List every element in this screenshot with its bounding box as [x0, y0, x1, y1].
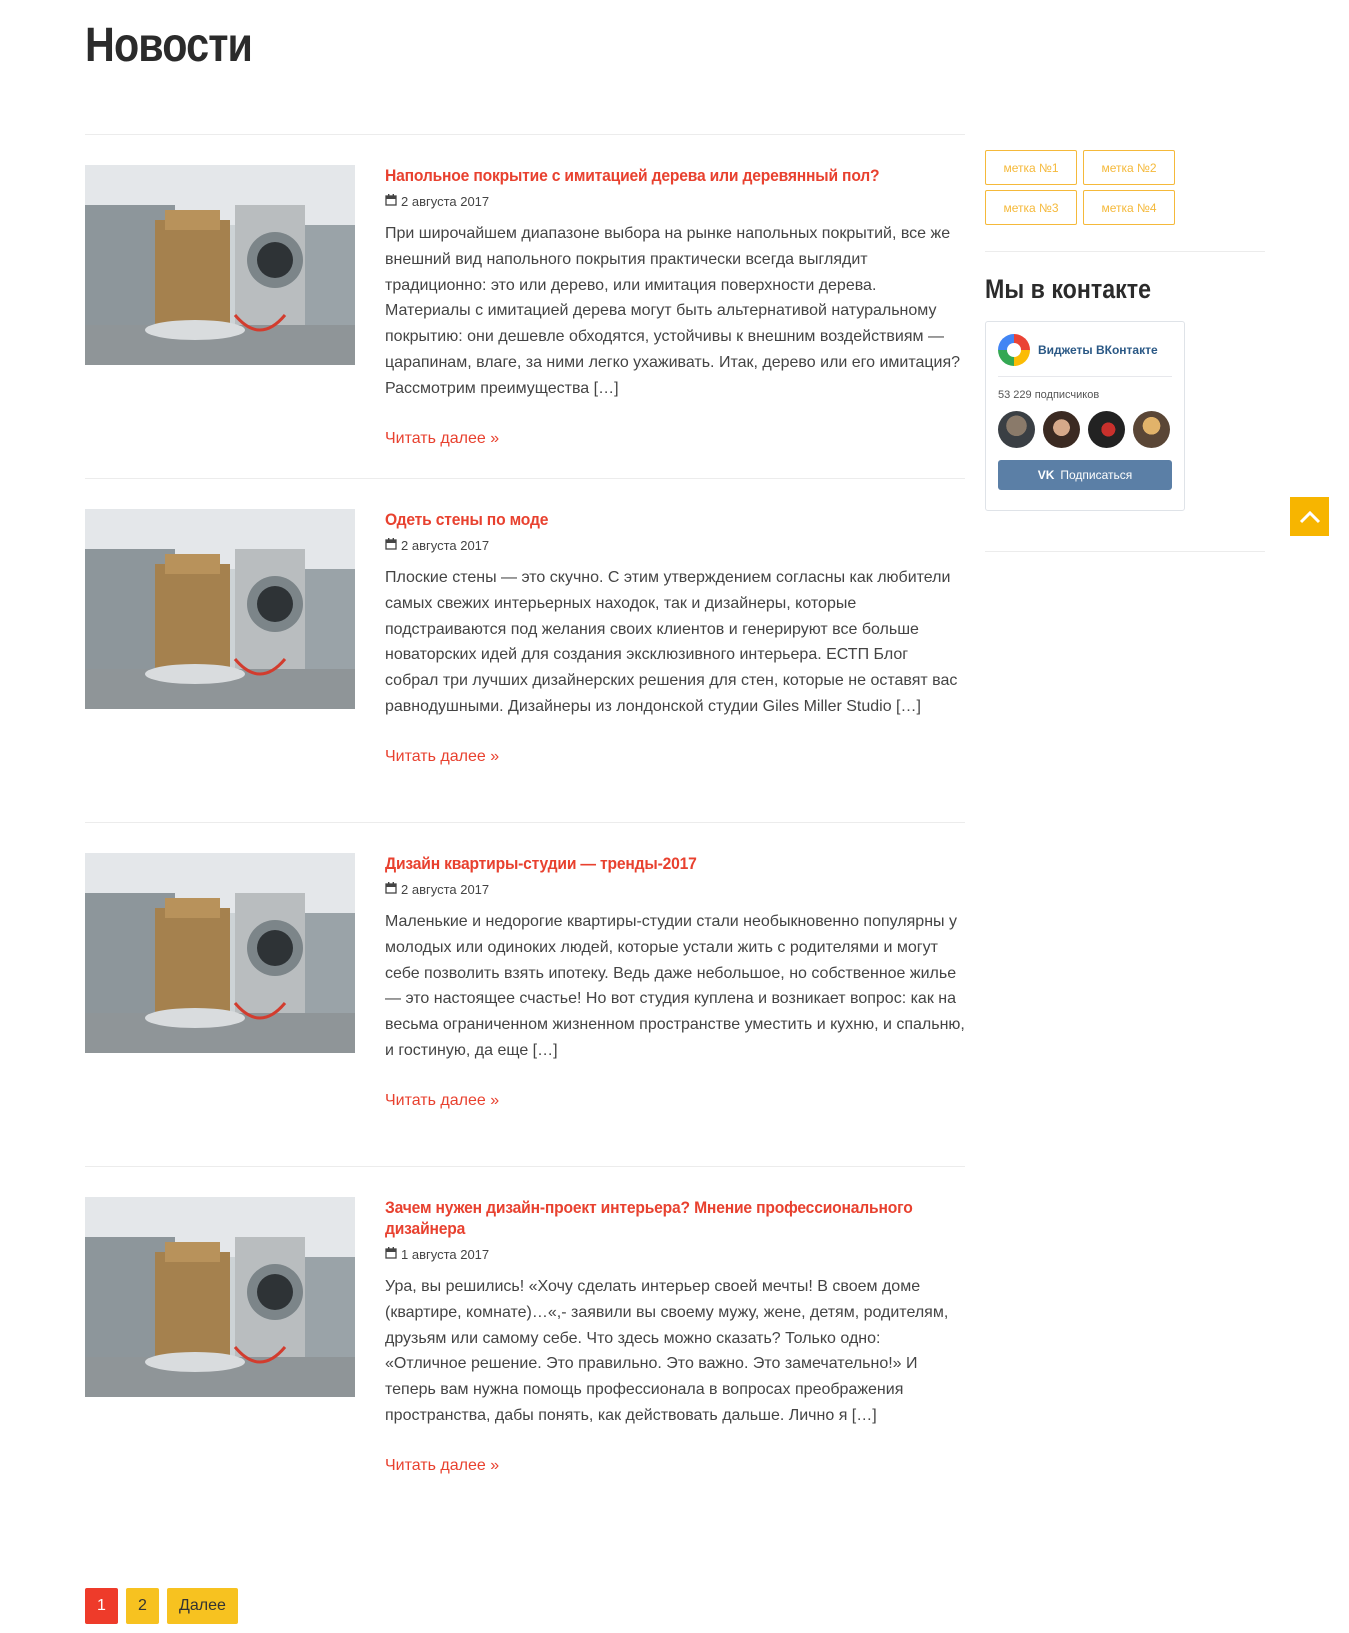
post-title-link[interactable]: Зачем нужен дизайн-проект интерьера? Мнение профессионального дизайнера [385, 1198, 913, 1238]
post-thumbnail[interactable] [85, 509, 355, 709]
read-more-link[interactable]: Читать далее » [385, 747, 500, 765]
vk-widget-header[interactable] [998, 334, 1172, 377]
post-excerpt: Маленькие и недорогие квартиры-студии стали необыкновенно популярны у молодых или одиноких людей, которые устали жить с родителями и могут себе позволить взять ипотеку. Ведь даже небольшое, но собственное жилье — это настоящее счастье! Но вот студия куплена и возникает вопрос: как на весьма ограниченном жизненном пространстве уместить и кухню, и спальню, и гостиную, да еще […] [385, 913, 965, 1059]
vk-widget [985, 321, 1185, 511]
sidebar [985, 150, 1265, 552]
post-date [385, 538, 965, 553]
tag-link[interactable]: метка №2 [1083, 150, 1175, 185]
post-date-text: 1 августа 2017 [401, 1247, 490, 1262]
lab-equipment-image [85, 509, 355, 709]
page-1-button[interactable]: 1 [85, 1588, 118, 1624]
read-more-link[interactable]: Читать далее » [385, 1456, 500, 1474]
vk-subscribe-button[interactable] [998, 460, 1172, 490]
post-body [385, 823, 965, 1110]
vk-subscribers-count: 53 229 подписчиков [998, 389, 1100, 401]
tag-link[interactable]: метка №3 [985, 190, 1077, 225]
post-title-link[interactable]: Дизайн квартиры-студии — тренды-2017 [385, 854, 697, 873]
vk-community-name[interactable]: Виджеты ВКонтакте [1038, 343, 1158, 357]
posts-list [85, 134, 965, 1530]
scroll-to-top-button[interactable] [1290, 497, 1329, 536]
post-item [85, 822, 965, 1166]
vk-logo-icon: VK [1037, 468, 1055, 482]
calendar-icon [385, 194, 397, 209]
avatar[interactable] [1088, 411, 1125, 448]
post-item [85, 134, 965, 478]
calendar-icon [385, 882, 397, 897]
page-2-button[interactable]: 2 [126, 1588, 159, 1624]
read-more-link[interactable]: Читать далее » [385, 429, 500, 447]
avatar[interactable] [998, 411, 1035, 448]
sidebar-divider [985, 251, 1265, 252]
post-title-link[interactable]: Одеть стены по моде [385, 510, 549, 529]
calendar-icon [385, 1247, 397, 1262]
lab-equipment-image [85, 165, 355, 365]
post-date-text: 2 августа 2017 [401, 882, 490, 897]
chevron-up-icon [1299, 510, 1321, 524]
calendar-icon [385, 538, 397, 553]
tag-link[interactable]: метка №1 [985, 150, 1077, 185]
page-title: Новости [85, 19, 253, 72]
vk-member-avatars [998, 411, 1172, 448]
post-thumbnail[interactable] [85, 165, 355, 365]
pagination [85, 1588, 238, 1624]
next-page-button[interactable]: Далее [167, 1588, 238, 1624]
post-date [385, 194, 965, 209]
avatar[interactable] [1043, 411, 1080, 448]
post-excerpt: Плоские стены — это скучно. С этим утверждением согласны как любители самых свежих интерьерных находок, так и дизайнеры, которые подстраиваются под желания своих клиентов и генерируют все больше новаторских идей для создания эксклюзивного интерьера. ЕСТП Блог собрал три лучших дизайнерских решения для стен, которые не оставят вас равнодушными. Дизайнеры из лондонской студии Giles Miller Studio […] [385, 569, 958, 715]
vk-section-title: Мы в контакте [985, 274, 1152, 304]
post-body [385, 479, 965, 766]
read-more-link[interactable]: Читать далее » [385, 1091, 500, 1109]
tag-cloud [985, 150, 1185, 225]
post-excerpt: При широчайшем диапазоне выбора на рынке напольных покрытий, все же внешний вид напольного покрытия практически всегда выглядит традиционно: это или дерево, или имитация поверхности дерева. Материалы с имитацией дерева могут быть альтернативой натуральному покрытию: они дешевле обходятся, устойчивы к внешним воздействиям — царапинам, влаге, за ними легко ухаживать. Итак, дерево или его имитация? Рассмотрим преимущества […] [385, 225, 961, 397]
vk-subscribe-label: Подписаться [1060, 468, 1133, 482]
sidebar-divider [985, 551, 1265, 552]
post-thumbnail[interactable] [85, 1197, 355, 1397]
post-body [385, 1167, 965, 1475]
post-excerpt: Ура, вы решились! «Хочу сделать интерьер своей мечты! В своем доме (квартире, комнате)…«,- заявили вы своему мужу, жене, детям, родителям, друзьям или самому себе. Что здесь можно сказать? Только одно: «Отличное решение. Это правильно. Это важно. Это замечательно!» И теперь вам нужна помощь профессионала в вопросах преображения пространства, дабы понять, как действовать дальше. Лично я […] [385, 1278, 949, 1424]
post-thumbnail[interactable] [85, 853, 355, 1053]
vk-community-avatar [998, 334, 1030, 366]
post-date-text: 2 августа 2017 [401, 194, 490, 209]
tag-link[interactable]: метка №4 [1083, 190, 1175, 225]
avatar[interactable] [1133, 411, 1170, 448]
post-date [385, 1247, 965, 1262]
lab-equipment-image [85, 853, 355, 1053]
post-title-link[interactable]: Напольное покрытие с имитацией дерева или деревянный пол? [385, 166, 880, 185]
post-item [85, 478, 965, 822]
post-date-text: 2 августа 2017 [401, 538, 490, 553]
post-item [85, 1166, 965, 1530]
post-body [385, 135, 965, 448]
lab-equipment-image [85, 1197, 355, 1397]
post-date [385, 882, 965, 897]
